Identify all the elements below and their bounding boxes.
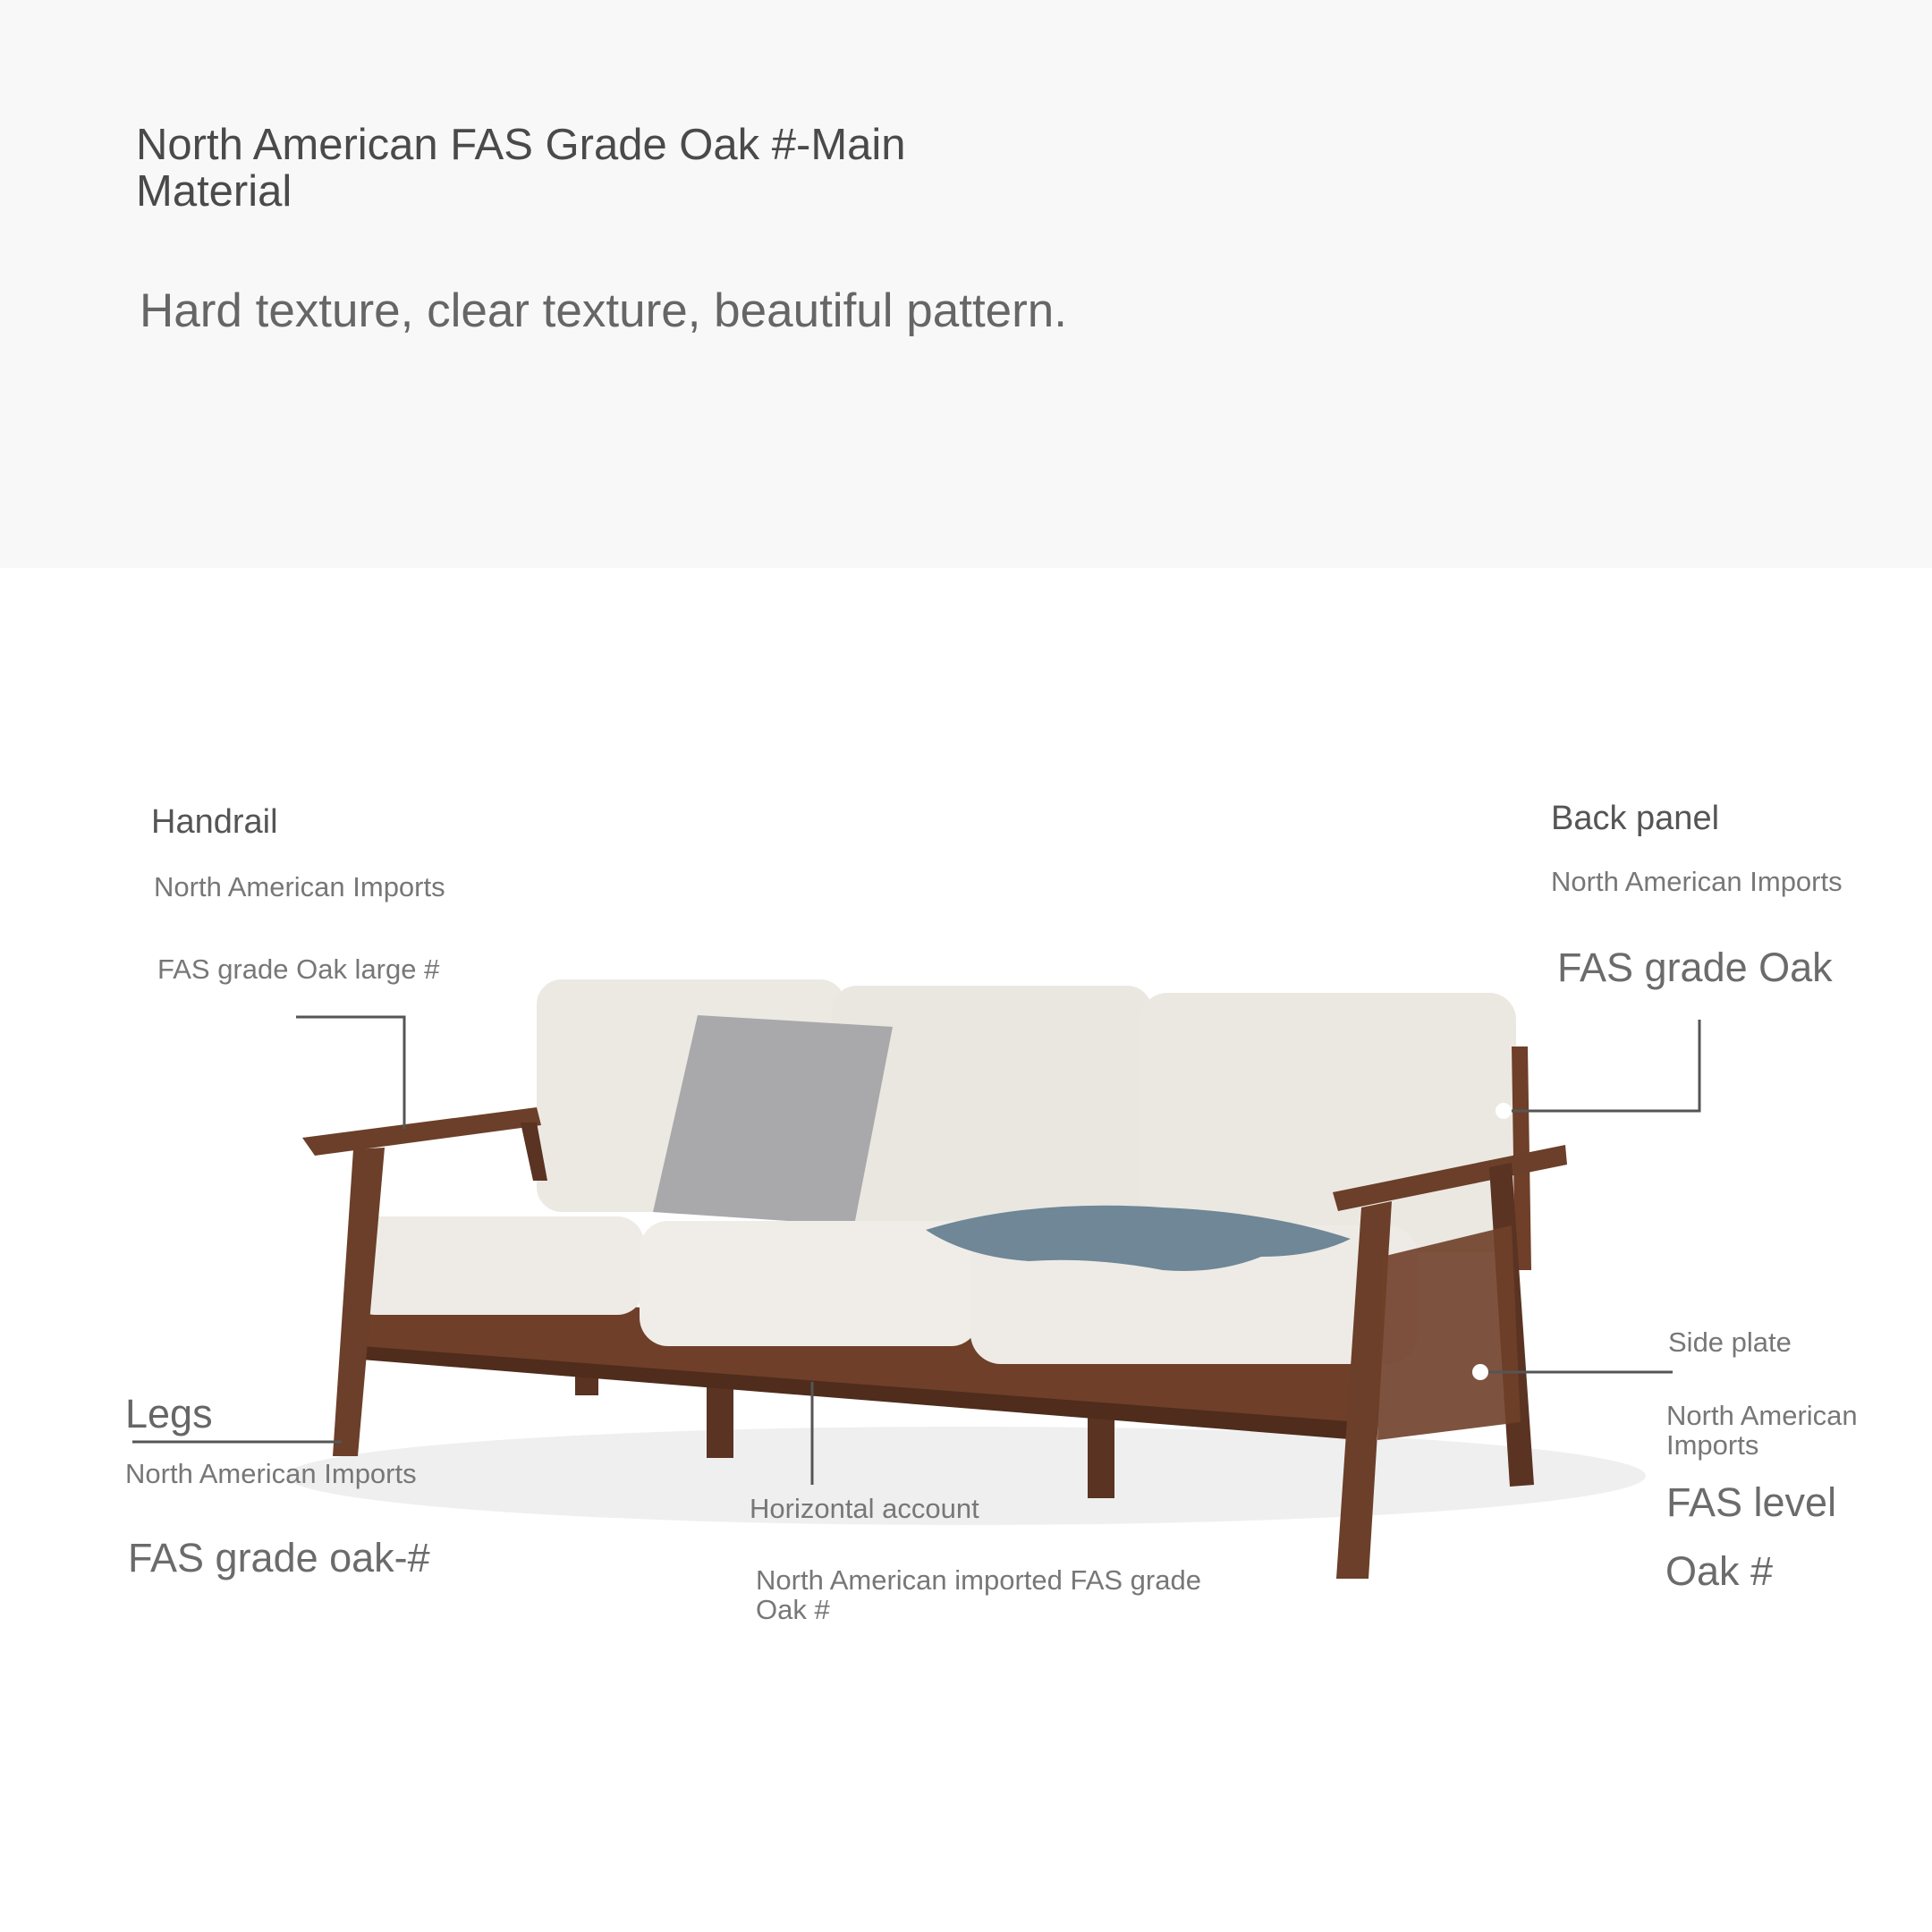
armrest-left — [302, 1107, 541, 1156]
seat-cushion-2 — [640, 1221, 979, 1346]
legs-label: Legs — [125, 1391, 213, 1436]
side-plate-label: Side plate — [1668, 1326, 1792, 1358]
page-subtitle: Hard texture, clear texture, beautiful pattern. — [140, 284, 1067, 337]
side-plate-grade: FAS level — [1666, 1479, 1837, 1525]
side-plate — [1377, 1225, 1521, 1440]
back-panel-origin: North American Imports — [1551, 866, 1843, 897]
center-leg-left — [707, 1377, 733, 1458]
side-plate-marker-dot — [1472, 1364, 1488, 1380]
back-panel-leader — [1507, 1020, 1699, 1111]
back-panel-grade: FAS grade Oak — [1557, 945, 1833, 990]
side-plate-material: Oak # — [1665, 1548, 1774, 1594]
handrail-label: Handrail — [151, 803, 278, 841]
back-panel-label: Back panel — [1551, 800, 1720, 837]
seat-cushion-1 — [349, 1216, 644, 1315]
legs-grade: FAS grade oak-# — [128, 1535, 430, 1580]
side-plate-origin: North American Imports — [1666, 1400, 1858, 1461]
horizontal-account-origin: North American imported FAS grade Oak # — [756, 1564, 1201, 1625]
back-cushion-2 — [832, 986, 1152, 1227]
page-title: North American FAS Grade Oak #-Main Material — [136, 121, 906, 216]
handrail-grade: FAS grade Oak large # — [157, 953, 440, 985]
legs-origin: North American Imports — [125, 1458, 417, 1489]
handrail-leader — [296, 1017, 404, 1129]
back-panel-marker-dot — [1496, 1103, 1512, 1119]
handrail-origin: North American Imports — [154, 871, 445, 902]
horizontal-account-label: Horizontal account — [750, 1493, 979, 1524]
